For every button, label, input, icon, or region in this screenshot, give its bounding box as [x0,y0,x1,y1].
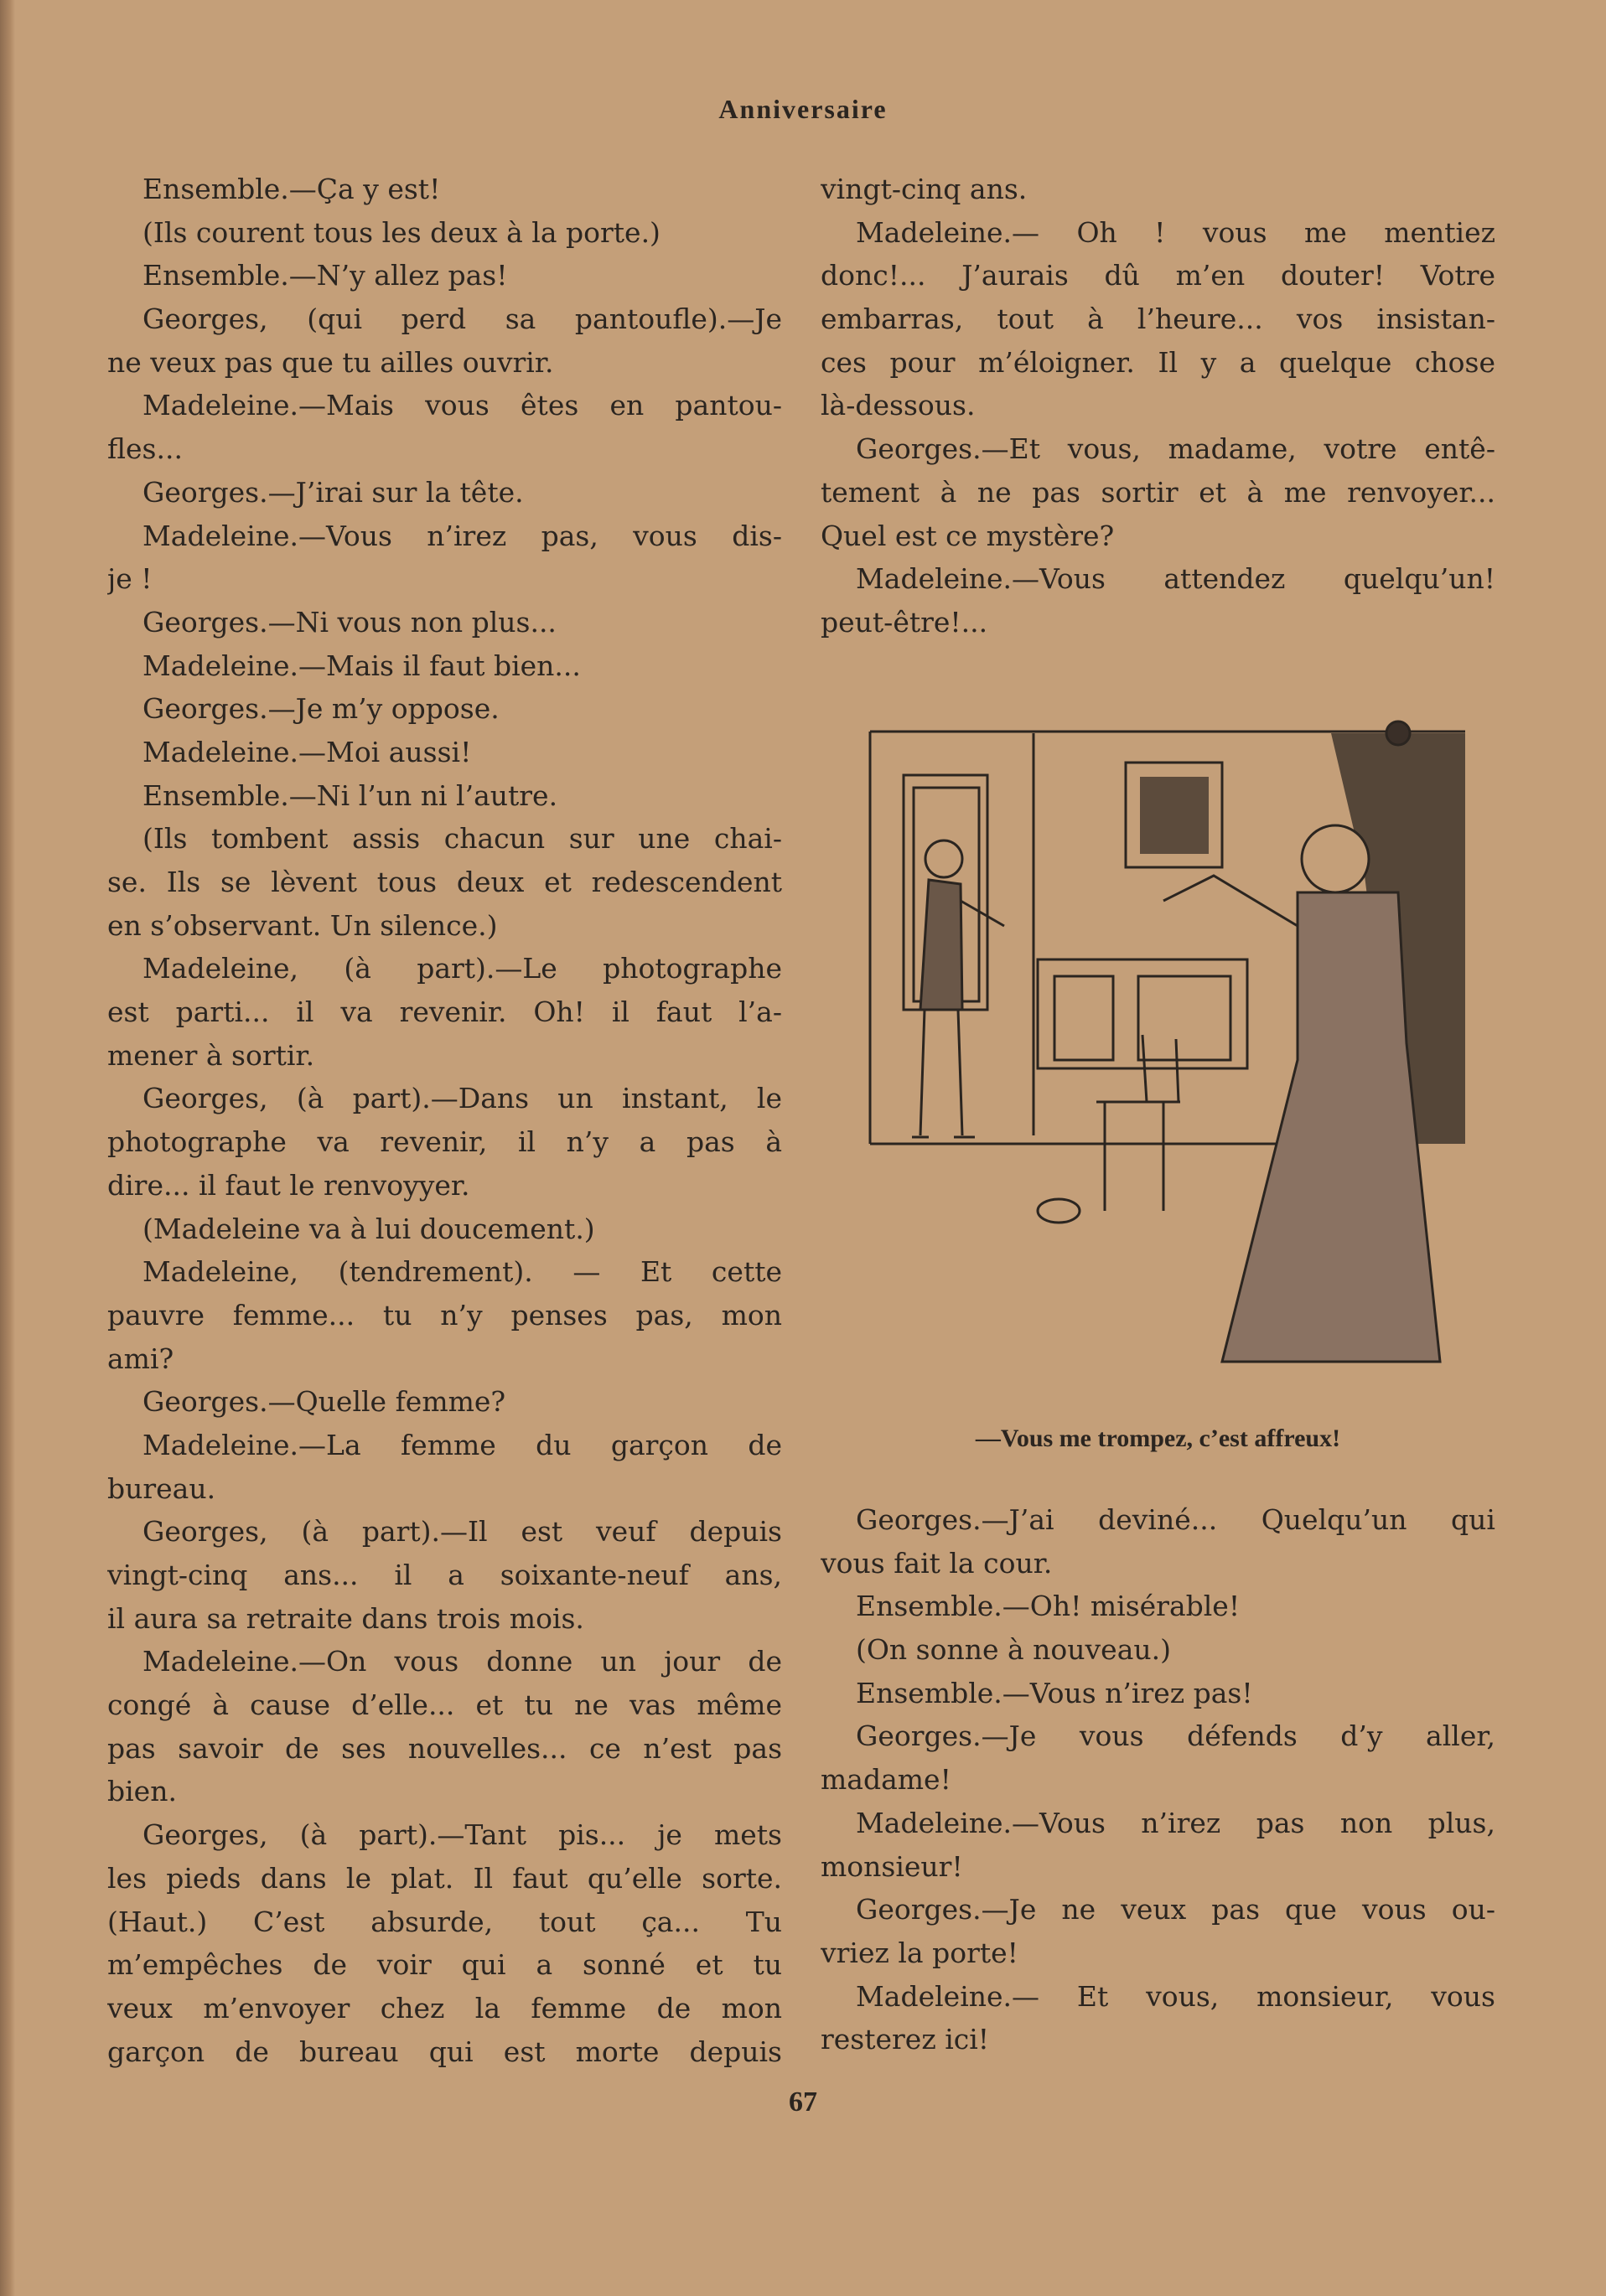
text-line: Madeleine.— Oh ! vous me mentiez [856,215,1495,249]
text-line: donc!... J’aurais dû m’en douter! Votre [821,259,1495,292]
text-line: Madeleine, (à part).—Le photographe [142,952,782,985]
text-line: (Madeleine va à lui doucement.) [142,1212,595,1245]
text-line: Madeleine, (tendrement). — Et cette [142,1255,782,1289]
text-line: Georges.—Je vous défends d’y aller, [856,1719,1495,1753]
text-line: Madeleine.—On vous donne un jour de [142,1645,782,1678]
text-line: ne veux pas que tu ailles ouvrir. [107,345,554,379]
text-line: vous fait la cour. [821,1546,1053,1580]
text-line: bureau. [107,1471,216,1505]
text-line: Georges.—Ni vous non plus... [142,605,557,639]
text-line: Madeleine.—Mais vous êtes en pantou- [142,389,782,422]
text-line: bien. [107,1775,177,1808]
text-line: Georges.—Je ne veux pas que vous ou- [856,1893,1495,1926]
text-line: Georges.—Quelle femme? [142,1385,506,1419]
text-line: peut-être!... [821,605,988,639]
page-edge [0,0,15,2296]
right-column-bottom [821,1498,1495,2061]
illustration-panel-inner-2 [1138,976,1230,1060]
text-line: Ensemble.—Ça y est! [142,173,441,205]
text-line: ces pour m’éloigner. Il y a quelque chose [821,345,1495,379]
illustration-panel-inner [1054,976,1113,1060]
text-line: veux m’envoyer chez la femme de mon [107,1991,782,2025]
text-line: Georges, (à part).—Il est veuf depuis [142,1515,782,1549]
text-line: Madeleine.—Vous attendez quelqu’un! [856,562,1495,596]
text-line: se. Ils se lèvent tous deux et redescendent [107,866,782,898]
text-line: les pieds dans le plat. Il faut qu’elle sorte. [107,1861,782,1895]
text-line: madame! [821,1763,951,1797]
text-line: Madeleine.—La femme du garçon de [142,1428,782,1461]
text-line: là-dessous. [821,389,976,422]
text-line: Quel est ce mystère? [821,519,1115,552]
text-line: ami? [107,1342,174,1375]
illustration [862,708,1474,1378]
left-column [107,168,782,2073]
text-line: mener à sortir. [107,1038,315,1072]
text-line: pas savoir de ses nouvelles... ce n’est pas [107,1731,782,1765]
text-line: Georges.—Je m’y oppose. [142,692,500,726]
text-line: Ensemble.—Vous n’irez pas! [856,1676,1253,1709]
text-line: fles... [107,432,183,466]
text-line: garçon de bureau qui est morte depuis [107,2035,782,2068]
text-line: Georges.—J’ai deviné... Quelqu’un qui [856,1503,1495,1536]
page-number: 67 [789,2087,817,2118]
text-line: (Ils tombent assis chacun sur une chai- [142,822,782,856]
text-line: monsieur! [821,1849,963,1883]
text-line: Georges.—J’irai sur la tête. [142,475,524,509]
illustration-caption: —Vous me trompez, c’est affreux! [975,1425,1341,1452]
text-line: Ensemble.—Oh! misérable! [856,1590,1241,1623]
text-line: Madeleine.—Mais il faut bien... [142,649,581,682]
text-line: il aura sa retraite dans trois mois. [107,1601,584,1635]
text-line: Madeleine.—Vous n’irez pas non plus, [856,1806,1495,1839]
text-line: (Ils courent tous les deux à la porte.) [142,215,661,249]
text-line: m’empêches de voir qui a sonné et tu [107,1948,782,1982]
text-line: dire... il faut le renvoyyer. [107,1168,470,1202]
text-line: Madeleine.—Moi aussi! [142,735,472,768]
text-line: Ensemble.—N’y allez pas! [142,259,508,292]
text-line: Madeleine.— Et vous, monsieur, vous [856,1979,1495,2013]
text-line: Ensemble.—Ni l’un ni l’autre. [142,778,558,812]
text-line: Georges, (qui perd sa pantoufle).—Je [142,303,782,336]
text-line: congé à cause d’elle... et tu ne vas même [107,1688,782,1722]
text-line: tement à ne pas sortir et à me renvoyer... [821,475,1495,509]
text-line: je ! [107,562,153,596]
text-line: pauvre femme... tu n’y penses pas, mon [107,1298,782,1332]
illustration-man [912,840,1004,1137]
running-header: Anniversaire [718,94,888,124]
text-line: Georges, (à part).—Tant pis... je mets [142,1818,782,1852]
text-line: Georges.—Et vous, madame, votre entê- [856,432,1495,466]
text-line: resterez ici! [821,2023,990,2056]
text-line: (Haut.) C’est absurde, tout ça... Tu [107,1905,782,1938]
text-line: vingt-cinq ans... il a soixante-neuf ans, [107,1559,782,1591]
illustration-chair [1038,1035,1180,1223]
text-line: en s’observant. Un silence.) [107,908,498,942]
text-line: embarras, tout à l’heure... vos insistan- [821,303,1495,336]
text-line: photographe va revenir, il n’y a pas à [107,1125,782,1159]
text-line: Georges, (à part).—Dans un instant, le [142,1082,782,1115]
illustration-picture [1140,777,1209,854]
text-line: Madeleine.—Vous n’irez pas, vous dis- [142,519,782,552]
text-line: vriez la porte! [821,1936,1018,1969]
right-column-top [821,168,1495,644]
text-line: (On sonne à nouveau.) [856,1633,1172,1667]
text-line: vingt-cinq ans. [821,173,1028,205]
text-line: est parti... il va revenir. Oh! il faut l’a- [107,995,782,1029]
